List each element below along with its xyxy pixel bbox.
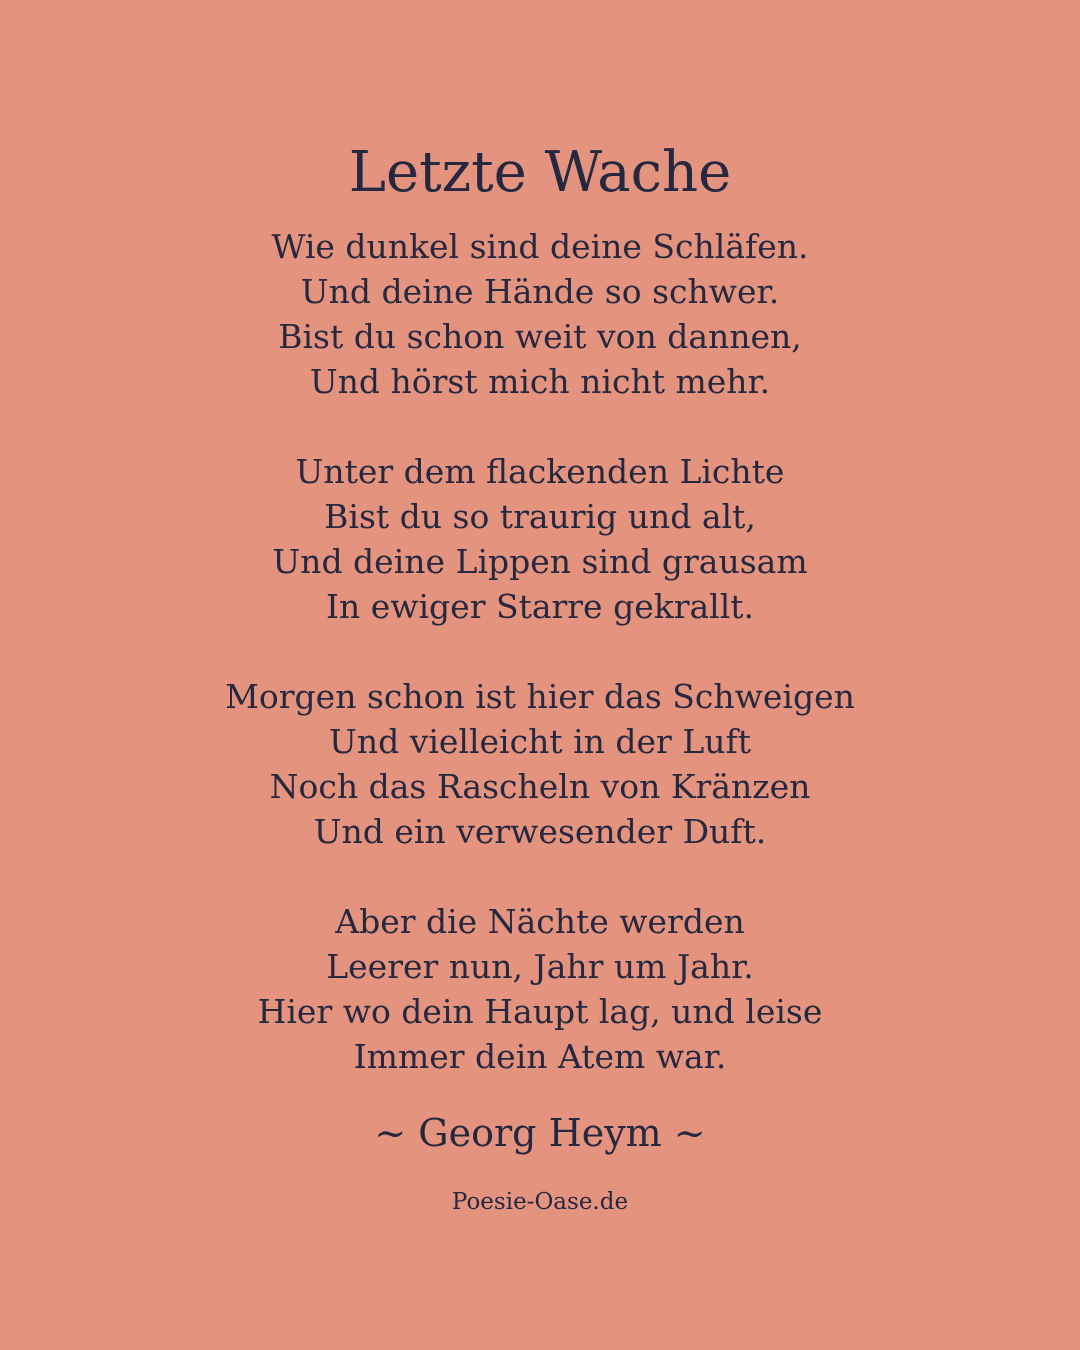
poem-line: Und deine Lippen sind grausam <box>272 542 808 581</box>
poem-line: Leerer nun, Jahr um Jahr. <box>326 947 754 986</box>
stanza-1 <box>0 224 1080 404</box>
stanza-4 <box>0 899 1080 1079</box>
poem-line: Morgen schon ist hier das Schweigen <box>225 677 855 716</box>
stanza-3 <box>0 674 1080 854</box>
poem-line: In ewiger Starre gekrallt. <box>325 587 755 626</box>
poem-line: Und deine Hände so schwer. <box>300 272 780 311</box>
poem-line: Noch das Rascheln von Kränzen <box>269 767 811 806</box>
poem-line: Und hörst mich nicht mehr. <box>309 362 771 401</box>
poem-line: Immer dein Atem war. <box>353 1037 727 1076</box>
poem-line: Bist du schon weit von dannen, <box>278 317 802 356</box>
poem-line: Unter dem flackenden Lichte <box>295 452 785 491</box>
poem-author: ~ Georg Heym ~ <box>374 1111 706 1155</box>
poem-title: Letzte Wache <box>348 140 732 205</box>
poem-line: Wie dunkel sind deine Schläfen. <box>271 227 809 266</box>
site-credit: Poesie-Oase.de <box>451 1189 629 1215</box>
poem-body <box>0 224 1080 1124</box>
poem-line: Und vielleicht in der Luft <box>329 722 751 761</box>
poem-line: Bist du so traurig und alt, <box>324 497 756 536</box>
poem-line: Und ein verwesender Duft. <box>313 812 767 851</box>
stanza-2 <box>0 449 1080 629</box>
poem-line: Aber die Nächte werden <box>335 902 745 941</box>
poem-line: Hier wo dein Haupt lag, und leise <box>257 992 823 1031</box>
